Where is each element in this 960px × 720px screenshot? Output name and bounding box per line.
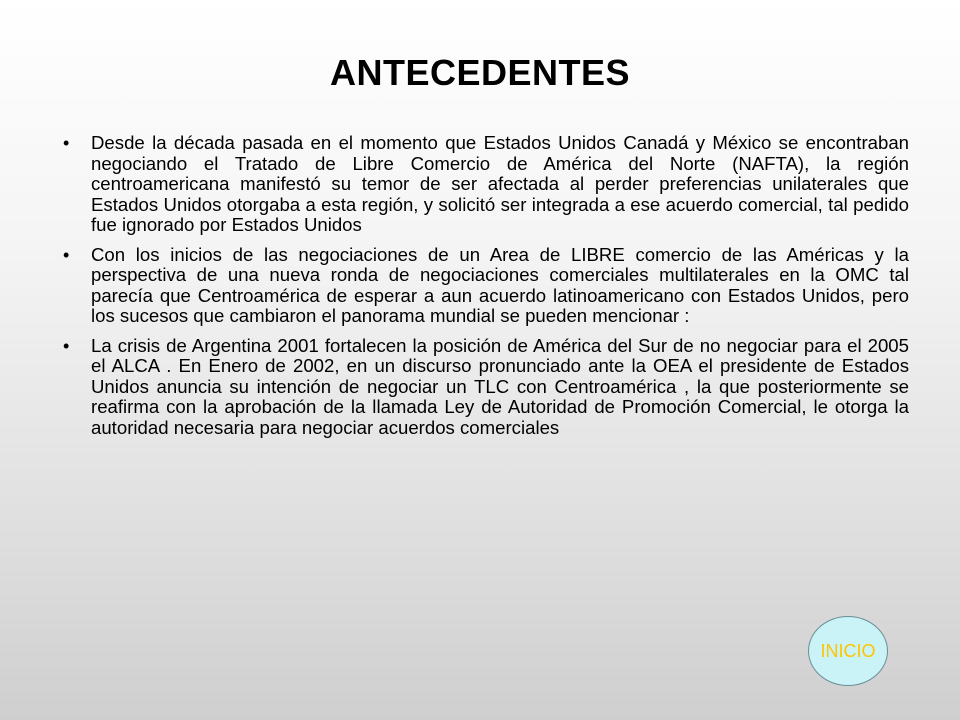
bullet-item (63, 336, 909, 439)
slide-title: ANTECEDENTES (329, 52, 631, 93)
bullet-text: Con los inicios de las negociaciones de un Area de LIBRE comercio de las Américas y la perspectiva de una nueva ronda de negociaciones comerciales multilaterales en la OMC tal parecía que Centroamérica de esperar a aun acuerdo latinoamericano con Estados Unidos, pero los sucesos que cambiaron el panorama mundial se pueden mencionar : (91, 243, 909, 326)
bullet-marker: • (63, 335, 70, 356)
bullet-marker: • (63, 133, 70, 153)
inicio-label: INICIO (820, 640, 876, 661)
bullet-item (63, 245, 909, 327)
inicio-button[interactable] (808, 616, 888, 686)
bullet-marker: • (63, 244, 70, 265)
bullet-item (63, 133, 909, 236)
bullet-text: La crisis de Argentina 2001 fortalecen la posición de América del Sur de no negociar para el 2005 el ALCA . En Enero de 2002, en un discurso pronunciado ante la OEA el presidente de Estados Unidos anuncia su intención de negociar un TLC con Centroamérica , la que posteriormente se reafirma con la aprobación de la llamada Ley de Autoridad de Promoción Comercial, le otorga la autoridad necesaria para negociar acuerdos comerciales (91, 334, 909, 438)
bullet-list (63, 133, 909, 447)
bullet-text: Desde la década pasada en el momento que Estados Unidos Canadá y México se encontraban negociando el Tratado de Libre Comercio de América del Norte (NAFTA), la región centroamericana manifestó su temor de ser afectada al perder preferencias unilaterales que Estados Unidos otorgaba a esta región, y solicitó ser integrada a ese acuerdo comercial, tal pedido fue ignorado por Estados Unidos (91, 132, 909, 235)
